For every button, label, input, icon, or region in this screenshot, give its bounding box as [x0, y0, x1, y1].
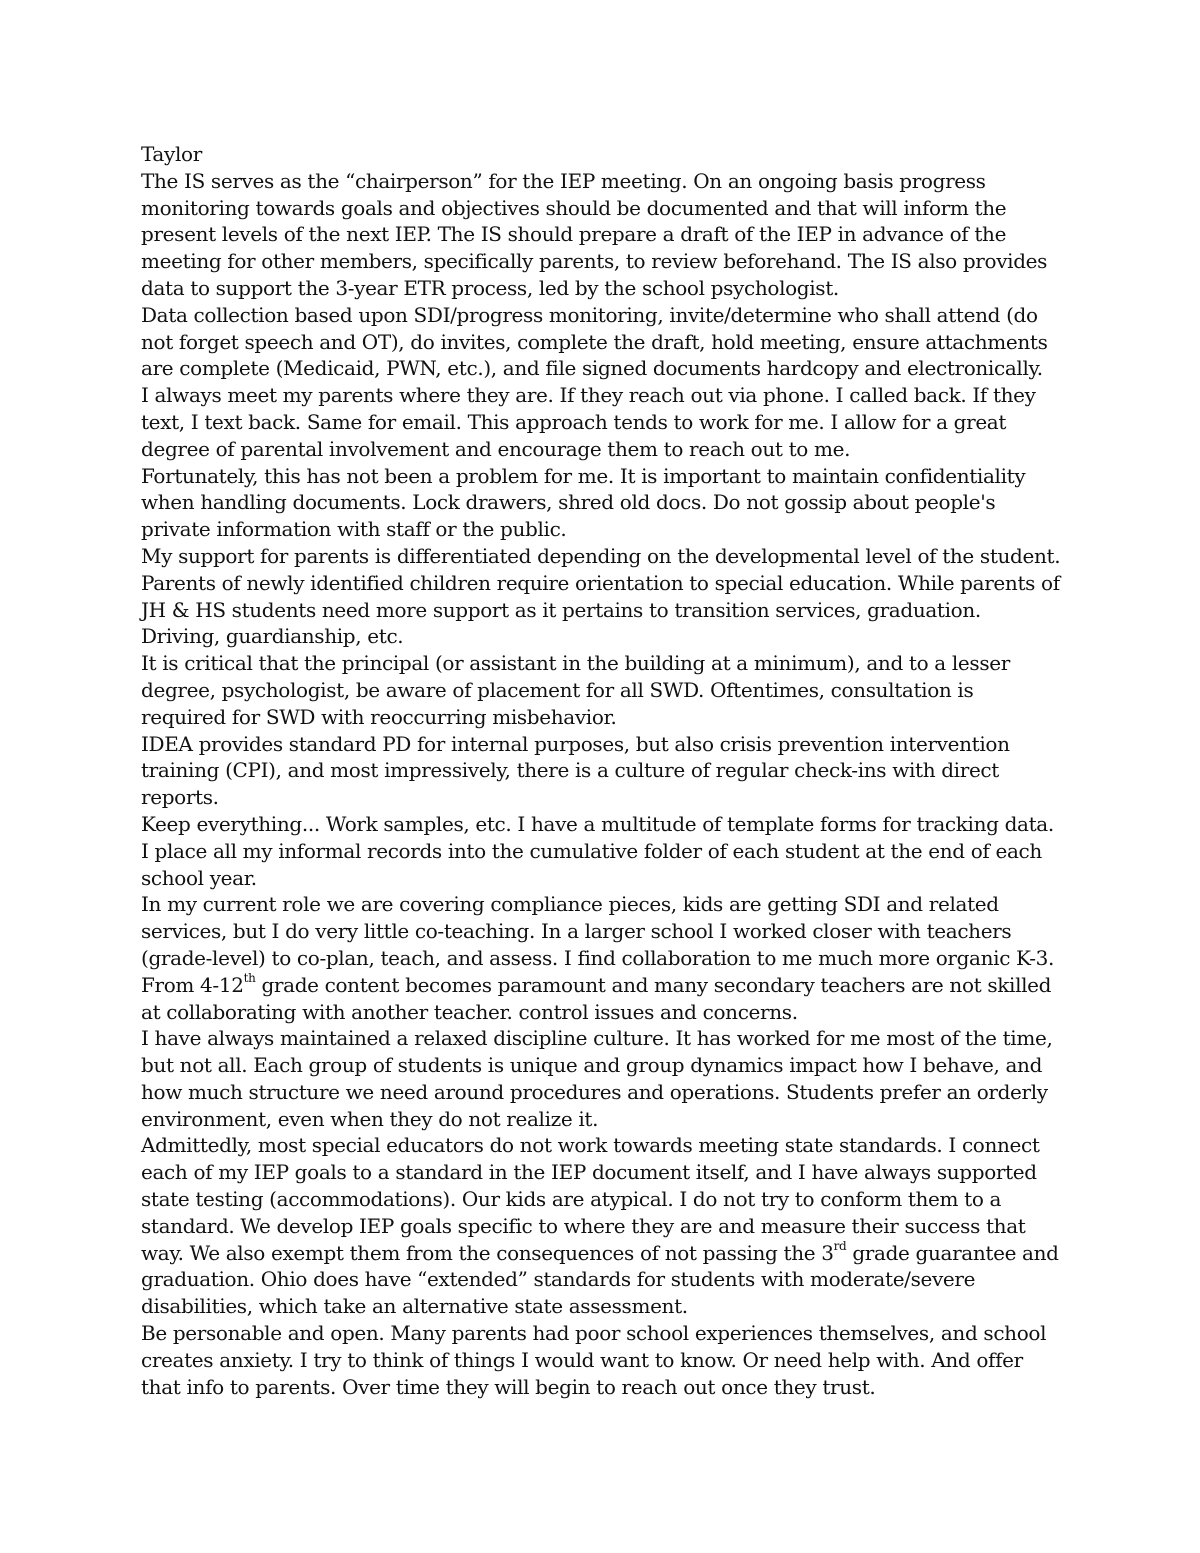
paragraph-professional-development: IDEA provides standard PD for internal purposes, but also crisis prevention intervention training (CPI), and most impressively, there is a culture of regular check-ins with direct reports.	[141, 731, 1010, 810]
author-name: Taylor	[141, 142, 202, 166]
state-standards-text-end: grade guarantee and graduation. Ohio does have “extended” standards for students with moderate/severe disabilities, which take an alternative state assessment.	[141, 1240, 1059, 1319]
paragraph-iep-chairperson: The IS serves as the “chairperson” for the IEP meeting. On an ongoing basis progress monitoring towards goals and objectives should be documented and that will inform the present levels of the next IEP. The IS should prepare a draft of the IEP in advance of the meeting for other members, specifically parents, to review beforehand. The IS also provides data to support the 3-year ETR process, led by the school psychologist.	[141, 168, 1048, 300]
paragraph-parent-communication: I always meet my parents where they are. If they reach out via phone. I called back. If they text, I text back. Same for email. This approach tends to work for me. I allow for a great degree of parental involvement and encourage them to reach out to me.	[141, 383, 1036, 461]
paragraph-parent-support: My support for parents is differentiated depending on the developmental level of the student. Parents of newly identified children require orientation to special education. While parents of JH & HS students need more support as it pertains to transition services, graduation. Driving, guardianship, etc.	[141, 543, 1061, 649]
co-teaching-text-end: grade content becomes paramount and many secondary teachers are not skilled at collaborating with another teacher. control issues and concerns.	[141, 972, 1052, 1024]
paragraph-co-teaching	[141, 891, 1061, 1025]
ordinal-suffix-rd: rd	[833, 1239, 847, 1254]
co-teaching-text-start: In my current role we are covering compliance pieces, kids are getting SDI and related services, but I do very little co-teaching. In a larger school I worked closer with teachers (grade-level) to co-plan, teach, and assess. I find collaboration to me much more organic K-3. From 4-12	[141, 892, 1054, 997]
paragraph-confidentiality: Fortunately, this has not been a problem for me. It is important to maintain confidentiality when handling documents. Lock drawers, shred old docs. Do not gossip about people's private information with staff or the public.	[141, 463, 1026, 542]
paragraph-principal-awareness: It is critical that the principal (or assistant in the building at a minimum), and to a lesser degree, psychologist, be aware of placement for all SWD. Oftentimes, consultation is required for SWD with reoccurring misbehavior.	[141, 651, 1010, 729]
ordinal-suffix-th: th	[243, 971, 256, 986]
paragraph-be-personable: Be personable and open. Many parents had poor school experiences themselves, and school creates anxiety. I try to think of things I would want to know. Or need help with. And offer that info to parents. Over time they will begin to reach out once they trust.	[141, 1321, 1047, 1399]
state-standards-text-start: Admittedly, most special educators do not work towards meeting state standards. I connect each of my IEP goals to a standard in the IEP document itself, and I have always supported state testing (accommodations). Our kids are atypical. I do not try to conform them to a standard. We develop IEP goals specific to where they are and measure their success that way. We also exempt them from the consequences of not passing the 3	[141, 1133, 1040, 1265]
paragraph-data-collection: Data collection based upon SDI/progress monitoring, invite/determine who shall attend (do not forget speech and OT), do invites, complete the draft, hold meeting, ensure attachments are complete (Medicaid, PWN, etc.), and file signed documents hardcopy and electronically.	[141, 302, 1048, 381]
paragraph-discipline-culture: I have always maintained a relaxed discipline culture. It has worked for me most of the time, but not all. Each group of students is unique and group dynamics impact how I behave, and how much structure we need around procedures and operations. Students prefer an orderly environment, even when they do not realize it.	[141, 1026, 1053, 1131]
document-page	[141, 141, 1061, 1400]
paragraph-record-keeping: Keep everything... Work samples, etc. I have a multitude of template forms for tracking data. I place all my informal records into the cumulative folder of each student at the end of each school year.	[141, 811, 1054, 890]
paragraph-state-standards	[141, 1132, 1061, 1320]
